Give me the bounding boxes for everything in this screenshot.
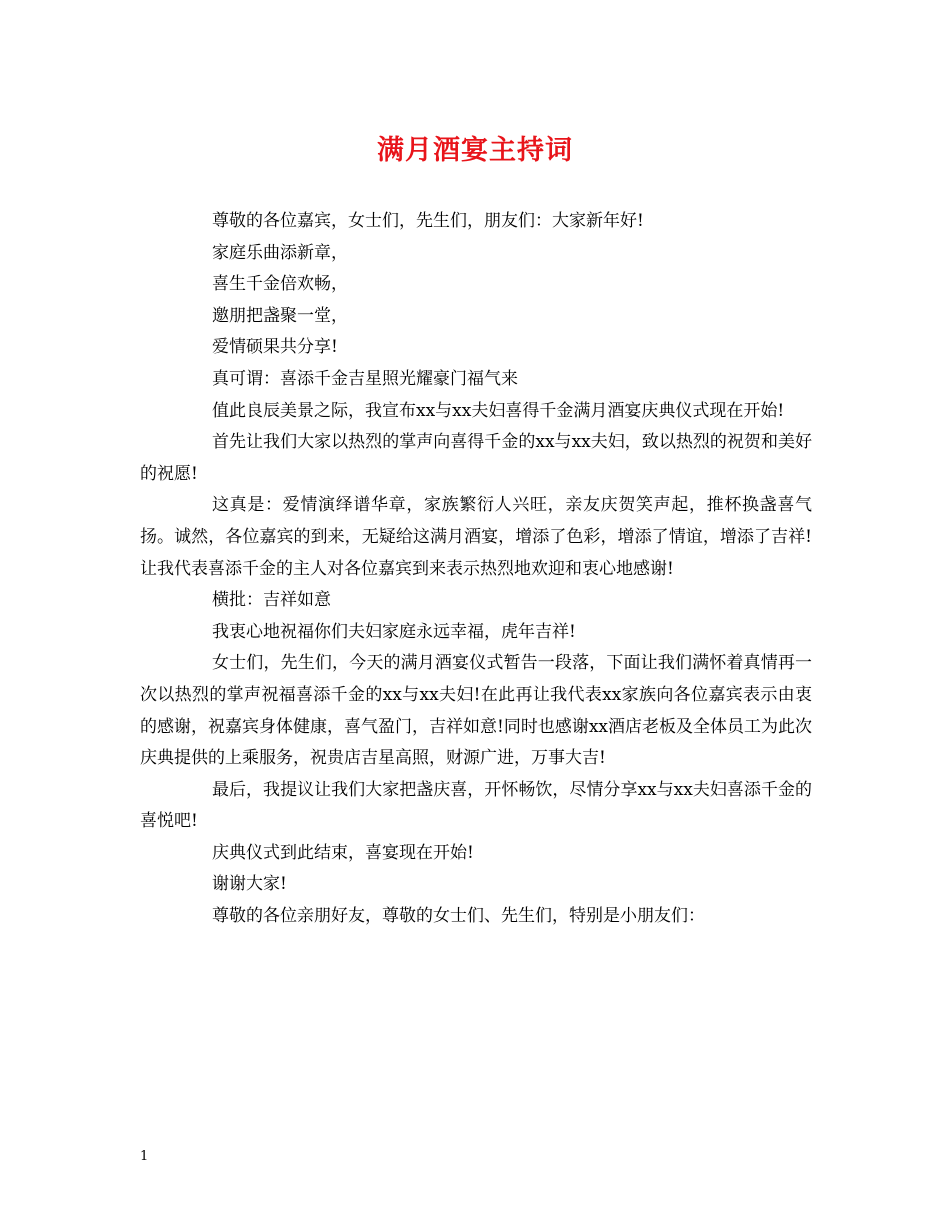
paragraph: 尊敬的各位亲朋好友，尊敬的女士们、先生们，特别是小朋友们： bbox=[212, 906, 705, 927]
paragraph: 我衷心地祝福你们夫妇家庭永远幸福，虎年吉祥! bbox=[212, 621, 576, 642]
paragraph: 首先让我们大家以热烈的掌声向喜得千金的xx与xx夫妇，致以热烈的祝贺和美好的祝愿! bbox=[140, 432, 812, 484]
document-body bbox=[140, 206, 812, 933]
page-number: 1 bbox=[140, 1149, 149, 1164]
paragraph: 最后，我提议让我们大家把盏庆喜，开怀畅饮，尽情分享xx与xx夫妇喜添千金的喜悦吧! bbox=[140, 779, 812, 832]
paragraph: 尊敬的各位嘉宾，女士们，先生们，朋友们：大家新年好! bbox=[212, 211, 644, 231]
paragraph: 值此良辰美景之际，我宣布xx与xx夫妇喜得千金满月酒宴庆典仪式现在开始! bbox=[212, 400, 785, 421]
paragraph: 真可谓：喜添千金吉星照光耀豪门福气来 bbox=[212, 368, 518, 389]
paragraph: 家庭乐曲添新章， bbox=[212, 242, 348, 263]
paragraph: 谢谢大家! bbox=[212, 874, 287, 895]
paragraph: 这真是：爱情演绎谱华章，家族繁衍人兴旺，亲友庆贺笑声起，推杯换盏喜气扬。诚然，各位嘉宾的到来，无疑给这满月酒宴，增添了色彩，增添了情谊，增添了吉祥!让我代表喜添千金的主人对各位嘉宾到来表示热烈地欢迎和衷心地感谢! bbox=[140, 495, 812, 579]
paragraph: 女士们，先生们，今天的满月酒宴仪式暂告一段落，下面让我们满怀着真情再一次以热烈的掌声祝福喜添千金的xx与xx夫妇!在此再让我代表xx家族向各位嘉宾表示由衷的感谢，祝嘉宾身体健康，喜气盈门，吉祥如意!同时也感谢xx酒店老板及全体员工为此次庆典提供的上乘服务，祝贵店吉星高照，财源广进，万事大吉! bbox=[140, 653, 813, 769]
paragraph: 喜生千金倍欢畅， bbox=[212, 274, 348, 295]
paragraph: 爱情硕果共分享! bbox=[212, 337, 338, 358]
paragraph: 庆典仪式到此结束，喜宴现在开始! bbox=[212, 842, 474, 863]
paragraph: 邀朋把盏聚一堂， bbox=[212, 305, 348, 326]
paragraph: 横批：吉祥如意 bbox=[212, 590, 331, 611]
document-title: 满月酒宴主持词 bbox=[377, 135, 573, 166]
